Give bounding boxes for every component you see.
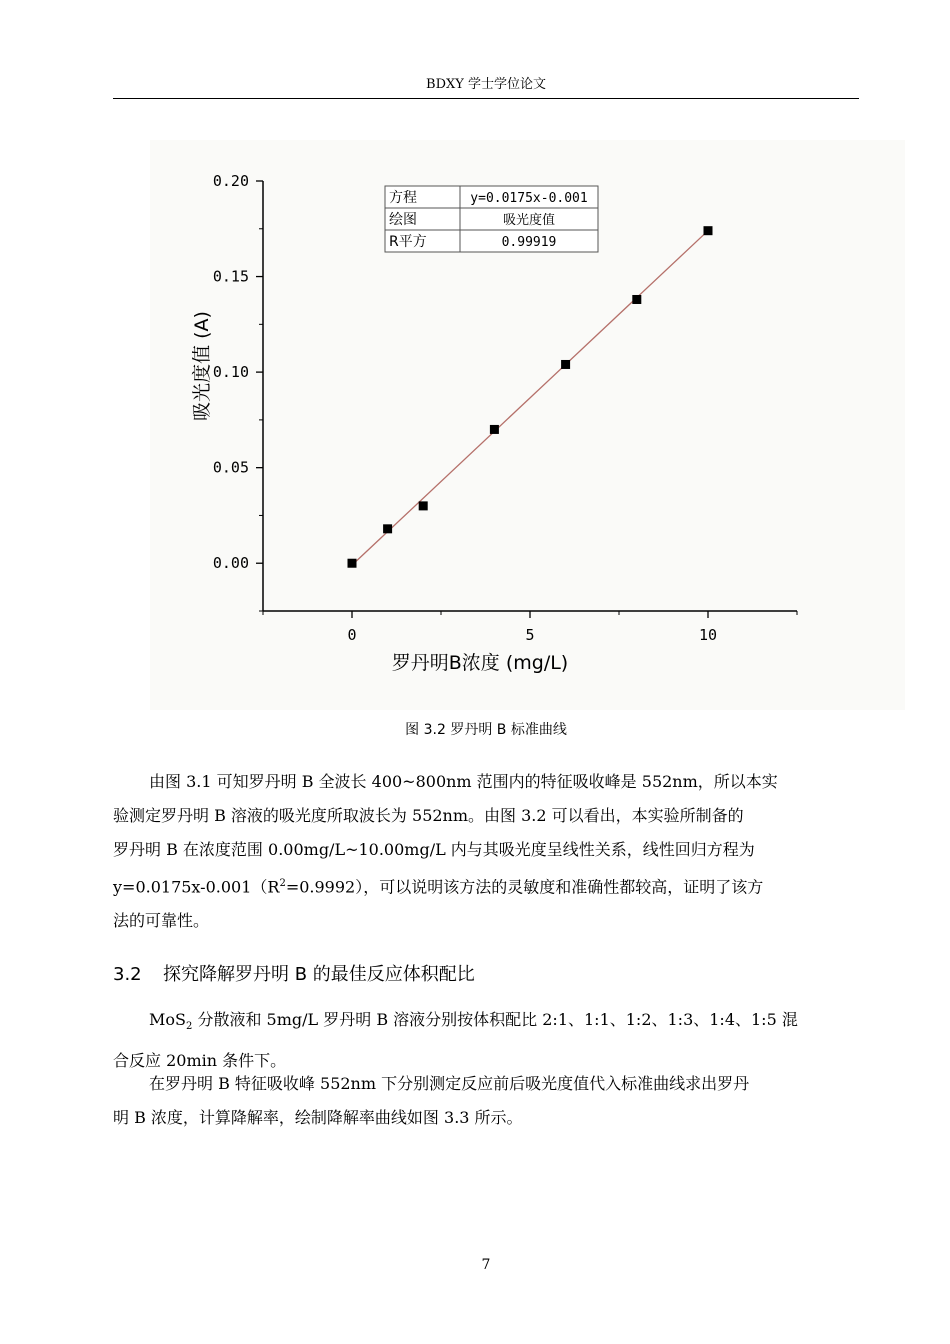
x-tick-label: 0 [347,626,357,644]
header-rule [113,98,859,99]
y-tick-label: 0.15 [212,267,249,286]
fit-line [352,231,708,565]
standard-curve-chart [150,140,905,710]
fit-table-key: 方程 [389,190,417,206]
section-number: 3.2 [113,964,142,985]
figure-caption: 图 3.2 罗丹明 B 标准曲线 [405,722,567,738]
figure-standard-curve [150,140,905,710]
paragraph-3 [113,1067,859,1135]
para1-line-4b: =0.9992），可以说明该方法的灵敏度和准确性都较高，证明了该方 [285,877,764,897]
data-point [348,559,357,568]
fit-table [385,186,598,252]
y-tick-label: 0.10 [212,363,249,382]
running-header: BDXY 学士学位论文 [426,77,546,92]
para2-line-2: 合反应 20min 条件下。 [113,1051,287,1071]
para2-line-1a: MoS [149,1010,186,1029]
para3-line-2: 明 B 浓度，计算降解率，绘制降解率曲线如图 3.3 所示。 [113,1108,523,1127]
section-heading [113,960,859,990]
y-tick-label: 0.05 [212,458,249,477]
data-point [419,501,428,510]
para1-line-1: 由图 3.1 可知罗丹明 B 全波长 400~800nm 范围内的特征吸收峰是 552nm，所以本实 [149,772,778,791]
data-point [632,295,641,304]
data-point [490,425,499,434]
data-point [704,226,713,235]
paragraph-1 [113,765,859,938]
x-axis-label: 罗丹明B浓度 (mg/L) [391,652,569,674]
section-title: 探究降解罗丹明 B 的最佳反应体积配比 [163,964,475,985]
page-number: 7 [481,1257,491,1273]
data-point [383,524,392,533]
fit-table-key: R平方 [389,234,427,250]
para1-line-4a: y=0.0175x-0.001（R [113,877,280,897]
para1-line-3: 罗丹明 B 在浓度范围 0.00mg/L~10.00mg/L 内与其吸光度呈线性关系，线性回归方程为 [113,840,755,859]
para1-line-2: 验测定罗丹明 B 溶液的吸光度所取波长为 552nm。由图 3.2 可以看出，本实验所制备的 [113,806,744,825]
para2-subscript: 2 [185,1021,193,1033]
para1-superscript: 2 [279,878,286,889]
data-point [561,360,570,369]
para1-line-5: 法的可靠性。 [113,911,210,931]
para3-line-1: 在罗丹明 B 特征吸收峰 552nm 下分别测定反应前后吸光度值代入标准曲线求出罗丹 [149,1074,750,1093]
y-tick-label: 0.00 [212,554,249,573]
y-axis-label: 吸光度值 (A) [191,311,213,421]
para2-line-1b: 分散液和 5mg/L 罗丹明 B 溶液分别按体积配比 2:1、1:1、1:2、1:3、1:4、1:5 混 [192,1010,798,1029]
fit-table-value: 吸光度值 [502,213,556,228]
fit-table-value: 0.99919 [501,235,557,250]
y-tick-label: 0.20 [212,172,249,190]
x-tick-label: 10 [698,626,718,644]
fit-table-value: y=0.0175x-0.001 [470,191,588,206]
x-tick-label: 5 [525,626,535,644]
fit-table-key: 绘图 [389,212,417,228]
